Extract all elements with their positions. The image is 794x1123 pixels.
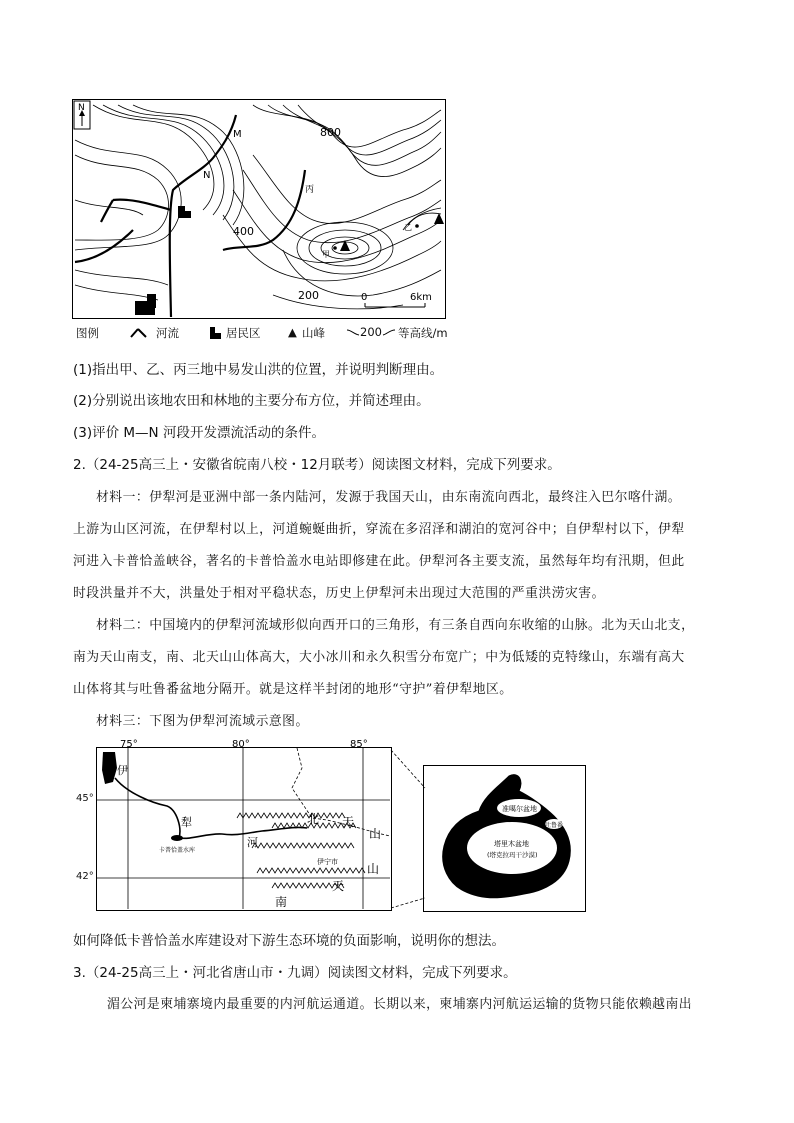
lon-85: 85° <box>350 739 368 750</box>
river-legend-icon <box>128 325 148 342</box>
material-1-line-3: 河进入卡普恰盖峡谷，著名的卡普恰盖水电站即修建在此。伊犁河各主要支流，虽然每年均有汛期，但此 <box>73 554 685 569</box>
legend-title: 图例 <box>76 326 99 340</box>
contour-label-800: 800 <box>320 126 341 139</box>
question-1-2: (2)分别说出该地农田和林地的主要分布方位，并简述理由。 <box>73 393 430 409</box>
contour-map-graphic <box>73 100 444 317</box>
legend-contour-value: 200 <box>360 325 382 339</box>
map-label-bei: 北 <box>307 812 320 826</box>
map-label-he: 河 <box>247 836 258 849</box>
map-label-tian-1: 天 <box>342 815 355 829</box>
material-1-line-1: 材料一：伊犁河是亚洲中部一条内陆河，发源于我国天山，由东南流向西北，最终注入巴尔喀什湖。 <box>96 490 682 505</box>
lat-45: 45° <box>76 793 94 804</box>
settlements <box>135 206 191 315</box>
map-label-tian-2: 天 <box>332 879 345 893</box>
material-2-line-1: 材料二：中国境内的伊犁河流域形似向西开口的三角形，有三条自西向东收缩的山脉。北为天山北支， <box>96 618 695 633</box>
tarim-basin <box>467 822 557 874</box>
contour-legend-icon <box>346 325 360 342</box>
lon-80: 80° <box>232 739 250 750</box>
material-2-line-2: 南为天山南支，南、北天山山体高大，大小冰川和永久积雪分布宽广；中为低矮的克特缘山，东端有高大 <box>73 650 685 665</box>
legend-residential: 居民区 <box>226 326 261 340</box>
contour-lines <box>75 105 441 309</box>
inset-connector <box>390 748 426 914</box>
question-2-heading: 2.（24-25高三上・安徽省皖南八校・12月联考）阅读图文材料，完成下列要求。 <box>73 457 561 473</box>
label-yi: 乙 <box>404 223 412 232</box>
inset-label-junggar: 准噶尔盆地 <box>502 805 537 813</box>
lake-balkhash <box>102 752 117 784</box>
material-1-line-2: 上游为山区河流，在伊犁村以上，河道蜿蜒曲折，穿流在多沼泽和湖泊的宽河谷中；自伊犁村以下，伊犁 <box>73 522 685 537</box>
question-1-3: (3)评价 M—N 河段开发漂流活动的条件。 <box>73 425 325 441</box>
legend-contour: 等高线/m <box>398 326 448 340</box>
inset-label-taklamakan: (塔克拉玛干沙漠) <box>487 851 538 859</box>
map-label-nan: 南 <box>275 895 288 909</box>
contour-legend-icon-2 <box>382 325 396 342</box>
label-jia: 甲 <box>322 250 330 259</box>
xinjiang-map-graphic <box>424 766 584 910</box>
question-2-prompt: 如何降低卡普恰盖水库建设对下游生态环境的负面影响，说明你的想法。 <box>73 933 505 949</box>
inset-label-tarim: 塔里木盆地 <box>494 840 529 848</box>
ili-river-map <box>96 747 392 911</box>
residential-legend-icon <box>210 327 222 342</box>
mountains-north <box>237 813 356 828</box>
question-3-text: 湄公河是柬埔寨境内最重要的内河航运通道。长期以来，柬埔寨内河航运运输的货物只能依赖越南出 <box>107 997 693 1012</box>
scale-km: 6km <box>410 292 432 303</box>
ili-river <box>115 778 307 838</box>
ili-map-graphic <box>97 748 390 909</box>
north-label: N <box>78 103 85 113</box>
map-label-shan-1: 山 <box>369 827 382 841</box>
legend-peak: 山峰 <box>302 326 325 340</box>
point-yi <box>415 224 419 228</box>
material-2-line-3: 山体将其与吐鲁番盆地分隔开。就是这样半封闭的地形“守护”着伊犁地区。 <box>73 682 513 697</box>
lon-75: 75° <box>120 739 138 750</box>
contour-map <box>72 99 446 319</box>
map-label-shan-2: 山 <box>367 862 380 876</box>
legend-river: 河流 <box>156 326 179 340</box>
map-label-yi: 伊 <box>117 764 128 777</box>
mountains-middle <box>252 843 354 848</box>
lat-42: 42° <box>76 871 94 882</box>
reservoir-icon <box>171 835 183 841</box>
question-1-1: (1)指出甲、乙、丙三地中易发山洪的位置，并说明判断理由。 <box>73 362 444 378</box>
map-label-li: 犁 <box>181 816 192 829</box>
question-3-heading: 3.（24-25高三上・河北省唐山市・九调）阅读图文材料，完成下列要求。 <box>73 965 517 981</box>
contour-label-400: 400 <box>233 225 254 238</box>
contour-label-200: 200 <box>298 289 319 302</box>
label-bing: 丙 <box>305 185 315 195</box>
peak-icon-east <box>434 213 444 224</box>
material-3: 材料三：下图为伊犁河流域示意图。 <box>96 714 309 729</box>
material-1-line-4: 时段洪量并不大，洪量处于相对平稳状态，历史上伊犁河未出现过大范围的严重洪涝灾害。 <box>73 586 605 601</box>
scale-zero: 0 <box>361 292 368 303</box>
inset-label-turpan: 吐鲁番 <box>545 822 564 829</box>
point-jia <box>333 246 337 250</box>
map-legend <box>76 325 496 341</box>
label-m: M <box>233 129 242 140</box>
peak-legend-icon: ▲ <box>288 325 297 339</box>
map-label-yining: 伊宁市 <box>317 858 338 866</box>
xinjiang-inset-map <box>423 765 586 912</box>
label-n: N <box>203 170 211 181</box>
map-label-reservoir: 卡普恰盖水库 <box>159 847 196 854</box>
